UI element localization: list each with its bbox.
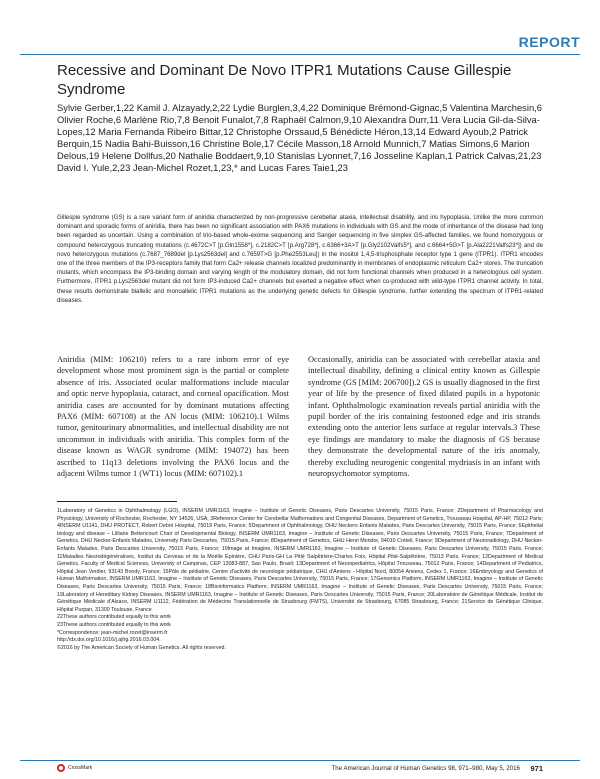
page-number: 971 bbox=[530, 764, 543, 773]
crossmark-badge[interactable] bbox=[57, 764, 92, 772]
footer-rule bbox=[20, 760, 580, 761]
section-label: REPORT bbox=[518, 34, 580, 50]
body-column-left: Aniridia (MIM: 106210) refers to a rare inborn error of eye development whose most prominent sign is the partial or complete absence of iris. Associated ocular malformations include macular and optic nerve hypoplasia, cataract, and corneal opacification. Most aniridia cases are accounted for by dominant mutations affecting PAX6 (MIM: 607108) at the AN locus (MIM: 106210).1 Wilms tumor, genitourinary abnormalities, and intellectual disability are not uncommon in individuals with aniridia. This complex form of the disease known as WAGR syndrome (MIM: 194072) has been ascribed to 11q13 deletions involving the PAX6 locus and the adjacent Wilms tumor 1 (WT1) locus (MIM: 607102).1 bbox=[57, 355, 289, 479]
footnotes bbox=[57, 508, 543, 652]
correspondence: *Correspondence: jean-michel.rozet@inserm.fr bbox=[57, 629, 168, 636]
equal-contribution-note-23: 23These authors contributed equally to this work bbox=[57, 621, 171, 628]
journal-citation: The American Journal of Human Genetics 98, 971–980, May 5, 2016 bbox=[331, 765, 520, 772]
affiliations: 1Laboratory of Genetics in Ophthalmology (LGO), INSERM UMR1163, Imagine – Institute of Genetic Diseases, Paris Descartes University, 75015 Paris, France; 2Department of Pharmacology and Physiology, University of Rochester, Rochester, NY 14526, USA; 3Reference Center for Cerebellar Malformations and Congenital Diseases, Department of Genetics, Trousseau Hospital, AP-HP, 75012 Paris; 4INSERM U1141, DHU PROTECT, Robert Debré Hospital, 75019 Paris, France; 5Department of Ophthalmology, DHU Neckers Enfants Malades, Paris Descartes University, 75015 Paris, France; 6Epithelial biology and disease – Lilliane Bettencourt Chair of Developmental Biology, INSERM UMR1163, Imagine – Institute of Genetic Diseases, Paris Descartes University, 75015 Paris, France; 7Department of Genetics, DHU Necker-Enfants Malades, University Paris Descartes, 75015 Paris, France; 8Department of Genetics, GHU Henri Mondor, 94010 Créteil, France; 9Department of Neuroradiology, DHU Necker-Enfants Malades, Paris Descartes University, 75015 Paris, France; 10Image at Imagine, INSERM UMR1163, Imagine – Institute of Genetic Diseases, Paris Descartes University, 75015 Paris, France; 11Maladies Neurodégénératives, Institut du Cerveau et de la Moëlle Épinière, CHU Paris-GH La Pitié Salpêtrière-Charles Foix, Hôpital Pitié-Salpêtrière, 75013 Paris, France; 12Department of Medical Genetics, Faculty of Medical Sciences, University of Campinas, CEP 13083-887, Sao Paulo, Brasil; 13Department of Neuropediatrics, Hôpital Trousseau, 75012 Paris, France; 14Department of Pediatrics, Hôpital Jean Verdier, 93143 Bondy, France; 15Pôle de pédiatrie, Centre d'activité de neurologie pédiatrique, CHU d'Amiens - Hôpital Nord, 80054 Amiens, Cedex 1, France; 16Embryology and Genetics of Human Malformation, INSERM UMR1163, Imagine – Institute of Genetic Diseases, Paris Descartes University, 75015 Paris, France; 17Genomics Platform, INSERM UMR1163, Imagine – Institute of Genetic Diseases, Paris Descartes University, 75015 Paris, France; 18Bioinformatics Platform, INSERM UMR1163, Imagine – Institute of Genetic Diseases, Paris Descartes University, 75015 Paris, France; 19Laboratory of Hereditary Kidney Diseases, INSERM UMR1163, Imagine – Institute of Genetic Diseases, Paris Descartes University, 75015 Paris, France; 20Laboratoire de Génétique Médicale, Institut de Génétique Médicale d'Alsace, INSERM U1112, Fédération de Médecine Translationnelle de Strasbourg (FMTS), Université de Strasbourg, 67085 Strasbourg, France; 21Service de Génétique Clinique, Hôpital Purpan, 31300 Toulouse, France bbox=[57, 508, 543, 613]
body-column-right: Occasionally, aniridia can be associated with cerebellar ataxia and intellectual disability, defining a clinical entity known as Gillespie syndrome (GS [MIM: 206700]).2 GS is usually diagnosed in the first year of life by the presence of fixed dilated pupils in a hypotonic infant. Ophthalmologic examination reveals partial aniridia with the pupil border of the iris containing festooned edge and iris strands extending onto the anterior lens surface at regular intervals.3 These eye findings are mandatory to make the diagnosis of GS because they demonstrate the developmental nature of the iris anomaly, thereby excluding neurogenic congenital mydriasis in an infant with neuropsychomotor symptoms. bbox=[308, 355, 540, 479]
crossmark-icon bbox=[57, 764, 65, 772]
crossmark-label: CrossMark bbox=[68, 765, 93, 771]
doi-link[interactable]: http://dx.doi.org/10.1016/j.ajhg.2016.03.004. bbox=[57, 637, 161, 644]
header-rule bbox=[20, 54, 580, 55]
footnote-rule bbox=[57, 501, 177, 502]
abstract: Gillespie syndrome (GS) is a rare variant form of aniridia characterized by non-progressive cerebellar ataxia, intellectual disability, and iris hypoplasia. Unlike the more common dominant and sporadic forms of aniridia, there has been no significant association with PAX6 mutations in individuals with GS and the mode of inheritance of the disease had long been regarded as uncertain. Using a combination of trio-based whole-exome sequencing and Sanger sequencing in five simplex GS-affected families, we found homozygous or compound heterozygous truncating mutations (c.4672C>T [p.Gln1558*], c.2182C>T [p.Arg728*], c.6366+3A>T [p.Gly2102Valfs5*], and c.6664+5G>T [p.Ala2221Valfs23*]) and de novo heterozygous mutations (c.7687_7689del [p.Lys2563del] and c.7659T>G [p.Phe2553Leu]) in the inositol 1,4,5-trisphosphate receptor type 1 gene (ITPR1). ITPR1 encodes one of the three members of the IP3-receptors family that form Ca2+ release channels localized predominantly in membranes of endoplasmic reticulum Ca2+ stores. The truncation mutants, which encompass the IP3-binding domain and varying length of the modulatory domain, did not form functional channels when produced in a heterologous cell system. Furthermore, ITPR1 p.Lys2563del mutant did not form IP3-induced Ca2+ channels but exerted a negative effect when co-produced with wild-type ITPR1 channel activity. In total, these results demonstrate biallelic and monoallelic ITPR1 mutations as the underlying genetic defects for Gillespie syndrome, further extending the spectrum of ITPR1-related diseases. bbox=[57, 214, 543, 304]
equal-contribution-note-22: 22These authors contributed equally to this work bbox=[57, 614, 171, 621]
article-title: Recessive and Dominant De Novo ITPR1 Mutations Cause Gillespie Syndrome bbox=[57, 62, 512, 98]
author-list: Sylvie Gerber,1,22 Kamil J. Alzayady,2,22 Lydie Burglen,3,4,22 Dominique Brémond-Gignac,5 Valentina Marchesin,6 Olivier Roche,6 Marlène Rio,7,8 Benoit Funalot,7,8 Raphaël Calmon,9,10 Alexandra Durr,11 Vera Lucia Gil-da-Silva-Lopes,12 Maria Fernanda Ribeiro Bittar,12 Christophe Orssaud,5 Bénédicte Héron,13,14 Edward Ayoub,2 Patrick Berquin,15 Nadia Bahi-Buisson,16 Christine Bole,17 Cécile Masson,18 Arnold Munnich,7 Matias Simons,6 Marion Delous,19 Helene Dollfus,20 Nathalie Boddaert,9,10 Stanislas Lyonnet,7,16 Josseline Kaplan,1 Patrick Calvas,21,23 David I. Yule,2,23 Jean-Michel Rozet,1,23,* and Lucas Fares Taie1,23 bbox=[57, 102, 542, 174]
copyright: ©2016 by The American Society of Human Genetics. All rights reserved. bbox=[57, 644, 226, 651]
